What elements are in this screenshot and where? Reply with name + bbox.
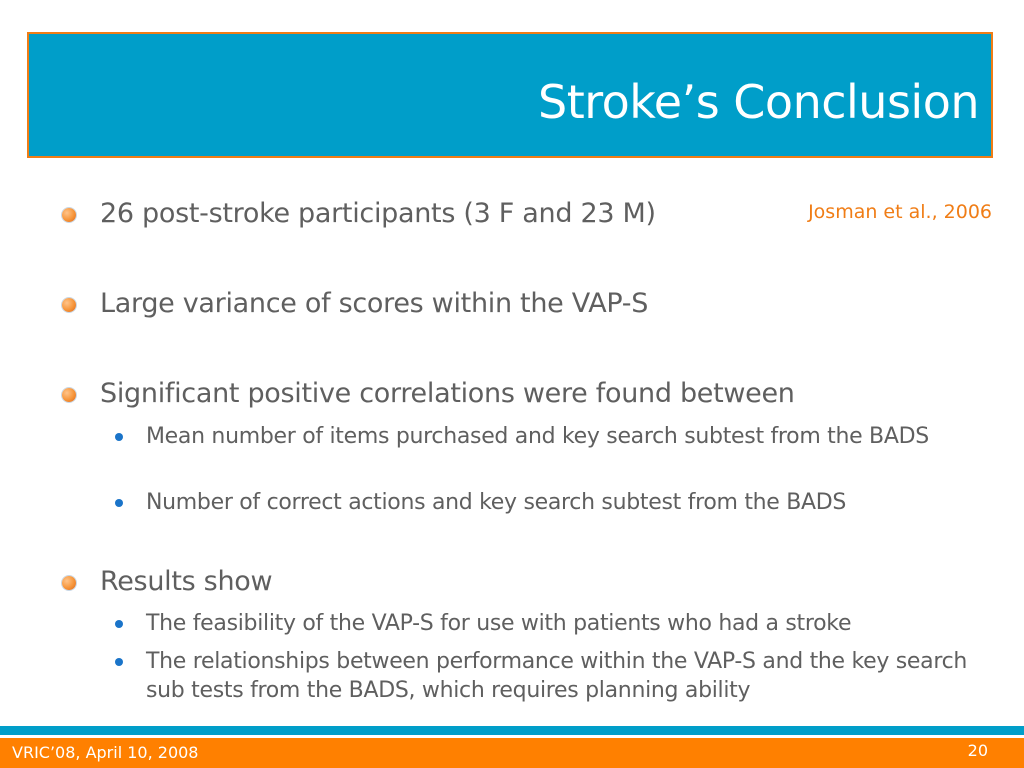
- bullet-text: Significant positive correlations were found between: [100, 378, 795, 409]
- slide-title: Stroke’s Conclusion: [538, 75, 979, 129]
- bullet-results: [100, 566, 272, 598]
- citation: Josman et al., 2006: [808, 201, 992, 223]
- orange-bullet-icon: [62, 208, 76, 222]
- footer-stripe: [0, 726, 1024, 735]
- bullet-correlations: [100, 378, 795, 410]
- title-banner: [27, 32, 993, 158]
- sub-bullet-text: The feasibility of the VAP-S for use with patients who had a stroke: [146, 611, 852, 636]
- bullet-text: Results show: [100, 566, 273, 597]
- orange-bullet-icon: [62, 388, 76, 402]
- sub-bullet-text: The relationships between performance within the VAP-S and the key search sub tests from the BADS, which requires planning ability: [146, 649, 968, 703]
- footer-conference-date: VRIC’08, April 10, 2008: [12, 743, 199, 762]
- bullet-participants: [100, 198, 656, 230]
- page-number: 20: [967, 741, 988, 760]
- sub-bullet-items-purchased: [146, 422, 1006, 451]
- sub-bullet-text: Number of correct actions and key search subtest from the BADS: [146, 490, 847, 515]
- sub-bullet-relationships: [146, 647, 1006, 705]
- blue-bullet-icon: [115, 433, 123, 441]
- orange-bullet-icon: [62, 298, 76, 312]
- sub-bullet-feasibility: [146, 609, 1006, 638]
- blue-bullet-icon: [115, 658, 123, 666]
- orange-bullet-icon: [62, 576, 76, 590]
- bullet-text: 26 post-stroke participants (3 F and 23 M): [100, 198, 656, 229]
- bullet-text: Large variance of scores within the VAP-S: [100, 288, 649, 319]
- sub-bullet-correct-actions: [146, 488, 1006, 517]
- blue-bullet-icon: [115, 620, 123, 628]
- sub-bullet-text: Mean number of items purchased and key search subtest from the BADS: [146, 424, 929, 449]
- bullet-variance: [100, 288, 648, 320]
- blue-bullet-icon: [115, 499, 123, 507]
